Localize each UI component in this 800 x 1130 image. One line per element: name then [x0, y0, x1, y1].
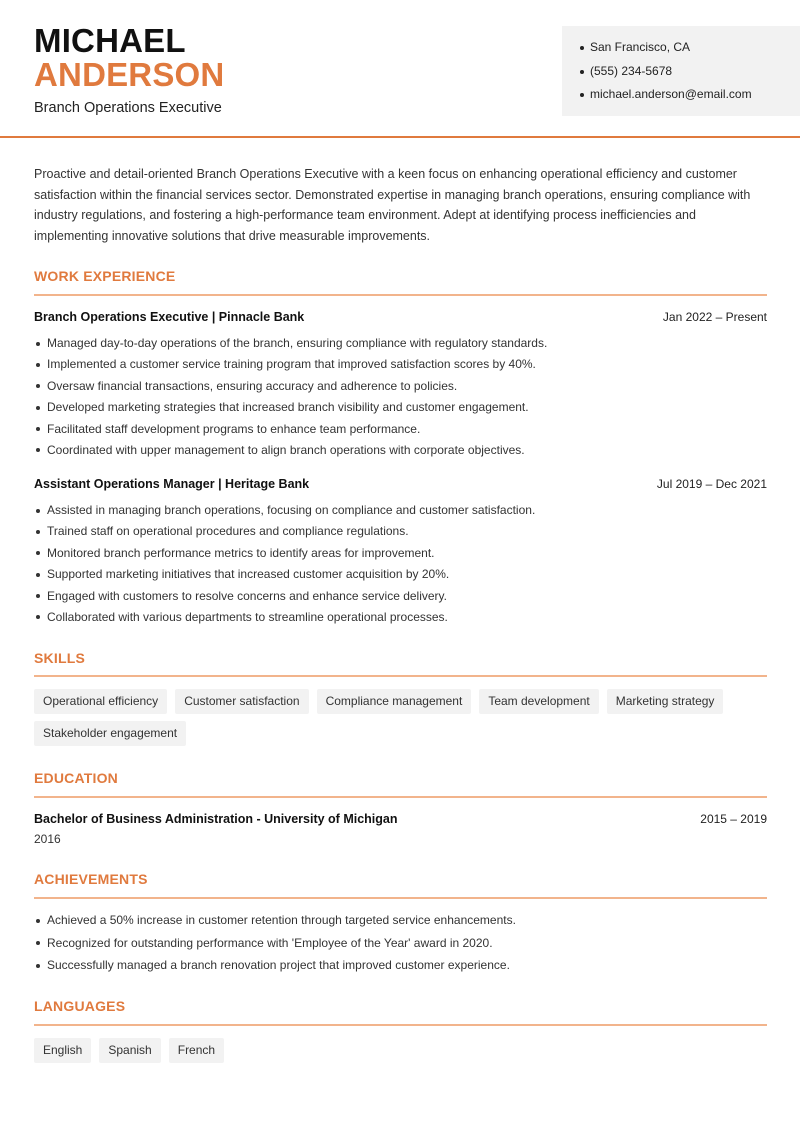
section-rule-achievements — [34, 897, 767, 899]
achievements-list — [34, 913, 767, 981]
education-year: 2016 — [34, 832, 61, 846]
list-item: Trained staff on operational procedures and compliance regulations. — [34, 524, 767, 538]
section-title-languages: LANGUAGES — [34, 998, 126, 1014]
list-item: Engaged with customers to resolve concerns and enhance service delivery. — [34, 589, 767, 603]
section-title-skills: SKILLS — [34, 650, 85, 666]
list-item: Managed day-to-day operations of the branch, ensuring compliance with regulatory standards. — [34, 336, 767, 350]
language-chip: French — [169, 1038, 224, 1063]
section-title-education: EDUCATION — [34, 770, 118, 786]
contact-box — [562, 26, 800, 116]
skill-chip: Team development — [479, 689, 598, 714]
list-item: Coordinated with upper management to align branch operations with corporate objectives. — [34, 443, 767, 457]
job-dates: Jul 2019 – Dec 2021 — [656, 477, 767, 491]
last-name: ANDERSON — [34, 56, 225, 93]
language-chip: English — [34, 1038, 91, 1063]
degree: Bachelor of Business Administration - University of Michigan — [34, 812, 398, 826]
section-rule-education — [34, 796, 767, 798]
list-item: Implemented a customer service training program that improved satisfaction scores by 40%. — [34, 357, 767, 371]
languages-list — [34, 1038, 767, 1063]
job-header — [34, 477, 767, 491]
list-item: Collaborated with various departments to streamline operational processes. — [34, 610, 767, 624]
skill-chip: Compliance management — [317, 689, 472, 714]
job-dates: Jan 2022 – Present — [662, 310, 767, 324]
skill-chip: Stakeholder engagement — [34, 721, 186, 746]
contact-phone: (555) 234-5678 — [580, 64, 800, 88]
contact-location: San Francisco, CA — [580, 40, 800, 64]
job-role: Branch Operations Executive | Pinnacle Bank — [34, 310, 305, 324]
resume-header — [0, 0, 800, 138]
section-rule-skills — [34, 675, 767, 677]
list-item: Monitored branch performance metrics to identify areas for improvement. — [34, 546, 767, 560]
list-item: Recognized for outstanding performance with 'Employee of the Year' award in 2020. — [34, 936, 767, 950]
skill-chip: Marketing strategy — [607, 689, 724, 714]
job-bullets — [34, 503, 767, 631]
education-header — [34, 812, 767, 826]
list-item: Developed marketing strategies that increased branch visibility and customer engagement. — [34, 400, 767, 414]
section-rule-work — [34, 294, 767, 296]
list-item: Achieved a 50% increase in customer retention through targeted service enhancements. — [34, 913, 767, 927]
section-title-work: WORK EXPERIENCE — [34, 268, 176, 284]
job-bullets — [34, 336, 767, 464]
skills-list — [34, 689, 767, 746]
first-name: MICHAEL — [34, 22, 186, 59]
skill-chip: Customer satisfaction — [175, 689, 308, 714]
job-title: Branch Operations Executive — [34, 100, 222, 116]
contact-email: michael.anderson@email.com — [580, 87, 800, 111]
section-title-achievements: ACHIEVEMENTS — [34, 871, 148, 887]
education-dates: 2015 – 2019 — [700, 812, 767, 826]
summary: Proactive and detail-oriented Branch Operations Executive with a keen focus on enhancing operational efficiency and customer satisfaction within the financial services sector. Demonstrated expertise in managing branch operations, ensuring compliance with industry regulations, and fostering a high-performance team environment. Adept at identifying process inefficiencies and implementing innovative solutions that drive measurable improvements. — [34, 167, 751, 243]
section-rule-languages — [34, 1024, 767, 1026]
list-item: Successfully managed a branch renovation project that improved customer experience. — [34, 958, 767, 972]
list-item: Supported marketing initiatives that increased customer acquisition by 20%. — [34, 567, 767, 581]
list-item: Assisted in managing branch operations, focusing on compliance and customer satisfaction. — [34, 503, 767, 517]
skill-chip: Operational efficiency — [34, 689, 167, 714]
job-header — [34, 310, 767, 324]
language-chip: Spanish — [99, 1038, 160, 1063]
list-item: Facilitated staff development programs to enhance team performance. — [34, 422, 767, 436]
job-role: Assistant Operations Manager | Heritage Bank — [34, 477, 310, 491]
list-item: Oversaw financial transactions, ensuring accuracy and adherence to policies. — [34, 379, 767, 393]
